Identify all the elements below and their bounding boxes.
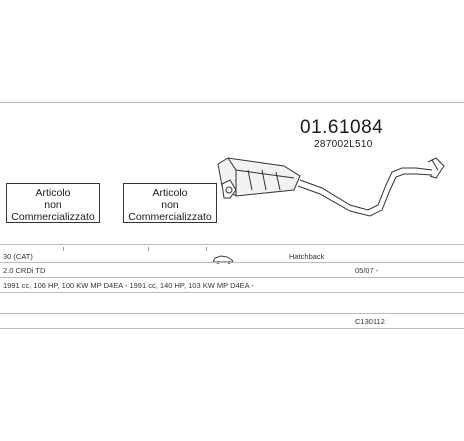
model-cell: 30 (CAT) (3, 252, 33, 261)
part-number: 01.61084 (300, 117, 384, 138)
note-line-1: Articolo (152, 187, 188, 199)
code-cell: C130112 (355, 317, 385, 326)
note-line-3: Commercializzato (11, 211, 95, 223)
row-divider (0, 277, 464, 278)
engine-cell: 2.0 CRDi TD (3, 266, 46, 275)
row-divider (0, 328, 464, 329)
row-divider (0, 262, 464, 263)
note-line-2: non (161, 199, 179, 211)
column-tick (206, 247, 207, 251)
body-type-cell: Hatchback (289, 252, 325, 261)
oem-number: 287002L510 (314, 139, 373, 150)
row-divider (0, 244, 464, 245)
row-divider (0, 313, 464, 314)
row-divider (0, 292, 464, 293)
note-line-3: Commercializzato (128, 211, 212, 223)
column-tick (148, 247, 149, 251)
column-tick (63, 247, 64, 251)
note-line-2: non (44, 199, 62, 211)
date-cell: 05/07 - (355, 266, 379, 275)
note-line-1: Articolo (35, 187, 71, 199)
specs-cell: 1991 cc, 106 HP, 100 KW MP D4EA - 1991 cc, 140 HP, 103 KW MP D4EA - (3, 281, 254, 290)
